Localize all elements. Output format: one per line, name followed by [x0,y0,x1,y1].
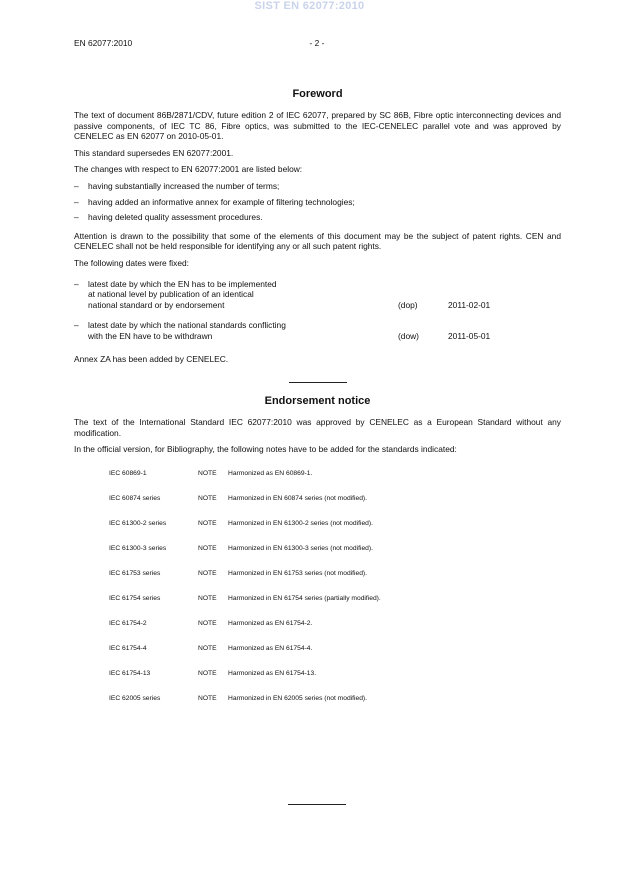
note-row [74,569,561,594]
change-text: having added an informative annex for example of filtering technologies; [88,196,355,207]
note-row [74,644,561,669]
date-value: 2011-05-01 [448,330,491,341]
dash-bullet: – [74,196,79,207]
annex-note: Annex ZA has been added by CENELEC. [74,353,229,364]
note-standard: IEC 61754-13 [109,669,151,677]
change-item [74,181,561,192]
document-body [74,88,561,719]
note-text: Harmonized in EN 61300-2 series (not modified). [228,519,373,527]
date-value: 2011-02-01 [448,299,491,310]
note-standard: IEC 61754 series [109,594,161,602]
note-text: Harmonized in EN 61300-3 series (not modified). [228,544,373,552]
note-text: Harmonized in EN 61754 series (partially modified). [228,594,381,602]
section-divider [289,382,347,383]
note-standard: IEC 62005 series [109,694,161,702]
date-abbreviation: (dop) [398,299,418,310]
note-text: Harmonized in EN 60874 series (not modified). [228,494,368,502]
note-label: NOTE [198,519,217,527]
note-row [74,494,561,519]
dash-bullet: – [74,320,79,331]
change-text: having deleted quality assessment procedures. [88,212,263,223]
note-standard: IEC 61300-3 series [109,544,167,552]
note-label: NOTE [198,644,217,652]
note-label: NOTE [198,569,217,577]
dates-list [74,279,561,342]
foreword-paragraph: This standard supersedes EN 62077:2001. [74,147,234,158]
date-description: latest date by which the national standards conflicting [88,320,286,331]
note-text: Harmonized as EN 61754-13. [228,669,317,677]
note-row [74,694,561,719]
note-standard: IEC 61754-2 [109,619,147,627]
dash-bullet: – [74,278,79,289]
page-number: - 2 - [309,38,325,48]
change-text: having substantially increased the number of terms; [88,180,280,191]
date-row-dow [74,320,561,341]
change-item [74,212,561,223]
note-label: NOTE [198,494,217,502]
note-label: NOTE [198,619,217,627]
note-standard: IEC 60874 series [109,494,161,502]
document-id: EN 62077:2010 [74,38,133,48]
note-row [74,544,561,569]
date-description: national standard or by endorsement [88,299,225,310]
note-standard: IEC 61754-4 [109,644,147,652]
dash-bullet: – [74,212,79,223]
patent-paragraph: Attention is drawn to the possibility that some of the elements of this document may be the subject of patent rights. CEN and CENELEC shall not be held responsible for identifying any or all such patent rights. [74,230,561,252]
note-row [74,619,561,644]
foreword-title: Foreword [292,88,343,100]
date-row-dop [74,279,561,311]
dates-intro: The following dates were fixed: [74,257,189,268]
note-row [74,469,561,494]
date-description: with the EN have to be withdrawn [88,330,213,341]
change-item [74,197,561,208]
note-text: Harmonized in EN 61753 series (not modified). [228,569,368,577]
note-text: Harmonized as EN 61754-4. [228,644,313,652]
note-text: Harmonized in EN 62005 series (not modified). [228,694,368,702]
endorsement-paragraph: In the official version, for Bibliography, the following notes have to be added for the standards indicated: [74,444,457,455]
note-label: NOTE [198,694,217,702]
note-text: Harmonized as EN 61754-2. [228,619,313,627]
date-description: latest date by which the EN has to be implemented [88,278,277,289]
endorsement-paragraph: The text of the International Standard IEC 62077:2010 was approved by CENELEC as a European Standard without any modification. [74,417,561,438]
foreword-paragraph: The changes with respect to EN 62077:2001 are listed below: [74,164,303,175]
bibliography-notes [74,469,561,719]
note-row [74,669,561,694]
date-description: at national level by publication of an identical [88,289,254,300]
date-abbreviation: (dow) [398,330,419,341]
note-text: Harmonized as EN 60869-1. [228,469,313,477]
note-label: NOTE [198,594,217,602]
endorsement-title: Endorsement notice [264,395,371,408]
note-label: NOTE [198,469,217,477]
end-divider [288,804,346,805]
foreword-paragraph: The text of document 86B/2871/CDV, future edition 2 of IEC 62077, prepared by SC 86B, Fibre optic interconnecting devices and passive components, of IEC TC 86, Fibre optics, was submitted to the IEC-CENELEC parallel vote and was approved by CENELEC as EN 62077 on 2010-05-01. [74,110,561,142]
note-standard: IEC 61753 series [109,569,161,577]
note-standard: IEC 61300-2 series [109,519,167,527]
watermark: SIST EN 62077:2010 [254,0,365,12]
note-label: NOTE [198,669,217,677]
dash-bullet: – [74,180,79,191]
note-label: NOTE [198,544,217,552]
note-row [74,594,561,619]
note-row [74,519,561,544]
note-standard: IEC 60869-1 [109,469,147,477]
